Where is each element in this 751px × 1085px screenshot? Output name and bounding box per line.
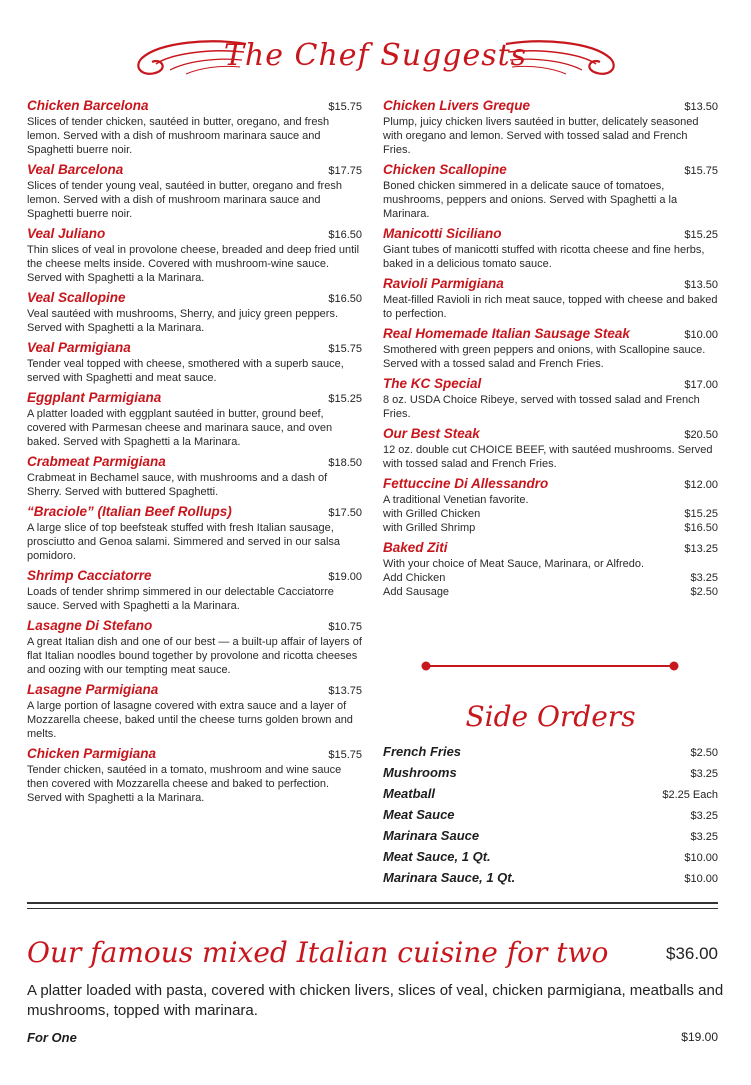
menu-item-price: $15.75 [328, 343, 362, 355]
divider-rule-thick [27, 902, 718, 904]
menu-item [383, 540, 718, 599]
menu-item-name: The KC Special [383, 376, 482, 391]
option-price: $15.25 [684, 508, 718, 520]
menu-item [27, 568, 362, 613]
side-orders-title: Side Orders [465, 700, 636, 733]
menu-item-header [27, 162, 362, 179]
menu-item [27, 618, 362, 677]
menu-item-header [27, 454, 362, 471]
menu-item-price: $15.25 [684, 229, 718, 241]
menu-item-name: Real Homemade Italian Sausage Steak [383, 326, 630, 341]
menu-item-description: A large slice of top beefsteak stuffed with fresh Italian sausage, prosciutto and Genoa salami. Simmered and served in our salsa pomidoro. [27, 522, 341, 562]
menu-item-description: 8 oz. USDA Choice Ribeye, served with tossed salad and French Fries. [383, 394, 700, 420]
menu-item-header [27, 98, 362, 115]
menu-item-price: $13.50 [684, 279, 718, 291]
option-price: $2.50 [690, 586, 718, 598]
menu-item [27, 290, 362, 335]
menu-item-name: “Braciole” (Italian Beef Rollups) [27, 504, 232, 519]
menu-item-price: $13.50 [684, 101, 718, 113]
side-orders-list [383, 744, 718, 891]
menu-item-option [383, 521, 718, 535]
menu-item-price: $13.75 [328, 685, 362, 697]
menu-item-header [383, 98, 718, 115]
menu-item-header [383, 376, 718, 393]
section-divider [420, 660, 680, 672]
menu-item-name: Fettuccine Di Allessandro [383, 476, 549, 491]
menu-item-option [383, 585, 718, 599]
menu-item-price: $17.75 [328, 165, 362, 177]
menu-item-header [27, 746, 362, 763]
menu-item-price: $10.75 [328, 621, 362, 633]
side-order-price: $10.00 [684, 852, 718, 864]
menu-item-header [27, 390, 362, 407]
menu-item-description: Tender veal topped with cheese, smothered with a superb sauce, served with Spaghetti and meat sauce. [27, 358, 344, 384]
option-price: $3.25 [690, 572, 718, 584]
side-order-name: Meatball [383, 786, 436, 801]
menu-item [27, 746, 362, 805]
side-order-name: French Fries [383, 744, 462, 759]
for-one-label: For One [27, 1030, 77, 1045]
menu-item [383, 426, 718, 471]
page-header [0, 30, 751, 90]
menu-item-price: $15.25 [328, 393, 362, 405]
menu-item-name: Chicken Parmigiana [27, 746, 157, 761]
menu-item-description: Slices of tender chicken, sautéed in butter, oregano, and fresh lemon. Served with a dish of mushroom marinara sauce and Spaghetti buerre noir. [27, 116, 330, 156]
menu-item-description: A platter loaded with eggplant sautéed in butter, ground beef, covered with Parmesan cheese and marinara sauce, and oven baked. Served with Spaghetti a la Marinara. [27, 408, 333, 448]
menu-item-name: Baked Ziti [383, 540, 448, 555]
menu-item-description: With your choice of Meat Sauce, Marinara, or Alfredo. [383, 558, 645, 570]
option-label: Add Sausage [383, 586, 450, 598]
menu-item-price: $16.50 [328, 293, 362, 305]
menu-item [383, 162, 718, 221]
left-menu-column [27, 98, 362, 810]
menu-item [27, 504, 362, 563]
menu-item-description: Tender chicken, sautéed in a tomato, mushroom and wine sauce then covered with Mozzarella cheese and baked to perfection. Served with Spaghetti a la Marinara. [27, 764, 342, 804]
menu-item-name: Crabmeat Parmigiana [27, 454, 166, 469]
side-order-price: $2.25 Each [662, 789, 718, 801]
side-order-item [383, 807, 718, 828]
menu-item [27, 454, 362, 499]
menu-item-header [27, 290, 362, 307]
menu-item-price: $12.00 [684, 479, 718, 491]
menu-item [383, 326, 718, 371]
menu-item-header [383, 326, 718, 343]
menu-item [383, 376, 718, 421]
side-order-item [383, 765, 718, 786]
menu-item-option [383, 571, 718, 585]
side-order-item [383, 849, 718, 870]
feature-title: Our famous mixed Italian cuisine for two [27, 936, 609, 969]
option-price: $16.50 [684, 522, 718, 534]
menu-item-header [383, 476, 718, 493]
option-label: with Grilled Shrimp [383, 522, 476, 534]
feature-description: A platter loaded with pasta, covered with chicken livers, slices of veal, chicken parmigiana, meatballs and mushrooms, topped with marinara. [27, 982, 724, 1019]
menu-item-description: Veal sautéed with mushrooms, Sherry, and juicy green peppers. Served with Spaghetti a la Marinara. [27, 308, 339, 334]
menu-item-price: $17.50 [328, 507, 362, 519]
menu-item-description: 12 oz. double cut CHOICE BEEF, with sautéed mushrooms. Served with tossed salad and French Fries. [383, 444, 713, 470]
menu-item-description: A traditional Venetian favorite. [383, 494, 529, 506]
side-order-item [383, 744, 718, 765]
menu-item-name: Veal Parmigiana [27, 340, 131, 355]
page-title: The Chef Suggests [223, 38, 528, 73]
menu-item [27, 682, 362, 741]
menu-item-description: Thin slices of veal in provolone cheese, breaded and deep fried until the cheese melts inside. Covered with mushroom-wine sauce. Served with Spaghetti a la Marinara. [27, 244, 360, 284]
side-order-price: $3.25 [690, 831, 718, 843]
menu-item-price: $15.75 [328, 749, 362, 761]
menu-item-header [27, 618, 362, 635]
menu-item-name: Lasagne Di Stefano [27, 618, 153, 633]
menu-item-header [27, 226, 362, 243]
menu-item-description: Loads of tender shrimp simmered in our delectable Cacciatorre sauce. Served with Spaghetti a la Marinara. [27, 586, 334, 612]
menu-item-price: $18.50 [328, 457, 362, 469]
menu-item-header [383, 226, 718, 243]
divider-rule-thin [27, 908, 718, 909]
option-label: Add Chicken [383, 572, 446, 584]
right-menu-column [383, 98, 718, 604]
menu-item-description: A large portion of lasagne covered with extra sauce and a layer of Mozzarella cheese, baked until the cheese turns golden brown and melts. [27, 700, 353, 740]
menu-item-header [27, 340, 362, 357]
menu-item-header [383, 540, 718, 557]
menu-item-description: A great Italian dish and one of our best — a built-up affair of layers of flat Italian noodles bound together by provolone and ricotta cheeses and oozing with our tempting meat sauce. [27, 636, 362, 676]
menu-item-description: Plump, juicy chicken livers sautéed in butter, delicately seasoned with oregano and lemon. Served with tossed salad and French Fries. [383, 116, 699, 156]
menu-item-header [383, 162, 718, 179]
menu-item-header [383, 426, 718, 443]
side-order-name: Meat Sauce [383, 807, 455, 822]
menu-item-description: Slices of tender young veal, sautéed in butter, oregano and fresh lemon. Served with a dish of mushroom marinara sauce and Spaghetti buerre noir. [27, 180, 342, 220]
menu-item-header [27, 568, 362, 585]
menu-item-header [27, 504, 362, 521]
menu-item-header [383, 276, 718, 293]
side-order-item [383, 870, 718, 891]
menu-item-name: Lasagne Parmigiana [27, 682, 159, 697]
for-one-price: $19.00 [681, 1030, 718, 1044]
option-label: with Grilled Chicken [383, 508, 481, 520]
menu-item-price: $13.25 [684, 543, 718, 555]
side-order-price: $3.25 [690, 768, 718, 780]
menu-item [383, 226, 718, 271]
side-order-price: $10.00 [684, 873, 718, 885]
menu-item-price: $15.75 [328, 101, 362, 113]
menu-item [27, 390, 362, 449]
menu-item-name: Veal Scallopine [27, 290, 126, 305]
menu-item [27, 340, 362, 385]
for-one-row [27, 1030, 718, 1045]
menu-item-header [27, 682, 362, 699]
menu-item-name: Manicotti Siciliano [383, 226, 502, 241]
side-order-name: Marinara Sauce, 1 Qt. [383, 870, 516, 885]
menu-item-name: Eggplant Parmigiana [27, 390, 162, 405]
menu-item-description: Giant tubes of manicotti stuffed with ricotta cheese and fine herbs, baked in a delicious tomato sauce. [383, 244, 705, 270]
menu-item-name: Chicken Barcelona [27, 98, 149, 113]
menu-item-description: Crabmeat in Bechamel sauce, with mushrooms and a dash of Sherry. Served with buttered Spaghetti. [27, 472, 328, 498]
menu-item-name: Chicken Scallopine [383, 162, 507, 177]
menu-item-name: Chicken Livers Greque [383, 98, 531, 113]
menu-item-description: Smothered with green peppers and onions, with Scallopine sauce. Served with a tossed salad and French Fries. [383, 344, 706, 370]
side-order-name: Meat Sauce, 1 Qt. [383, 849, 491, 864]
menu-item-price: $17.00 [684, 379, 718, 391]
menu-item-price: $20.50 [684, 429, 718, 441]
menu-item-name: Shrimp Cacciatorre [27, 568, 152, 583]
menu-item-price: $10.00 [684, 329, 718, 341]
menu-item-description: Boned chicken simmered in a delicate sauce of tomatoes, mushrooms, peppers and onions. Served with Spaghetti a la Marinara. [383, 180, 678, 220]
right-swirl-ornament-icon [502, 36, 622, 82]
side-order-price: $3.25 [690, 810, 718, 822]
menu-item-option [383, 507, 718, 521]
feature-price: $36.00 [666, 944, 718, 963]
menu-item-price: $19.00 [328, 571, 362, 583]
menu-item [383, 98, 718, 157]
side-order-item [383, 828, 718, 849]
side-order-name: Mushrooms [383, 765, 457, 780]
side-order-item [383, 786, 718, 807]
menu-item-name: Our Best Steak [383, 426, 480, 441]
menu-item-description: Meat-filled Ravioli in rich meat sauce, topped with cheese and baked to perfection. [383, 294, 718, 320]
menu-item-name: Veal Juliano [27, 226, 106, 241]
side-order-price: $2.50 [690, 747, 718, 759]
menu-item [383, 276, 718, 321]
menu-item-price: $16.50 [328, 229, 362, 241]
menu-item-name: Ravioli Parmigiana [383, 276, 504, 291]
menu-item [383, 476, 718, 535]
menu-item-name: Veal Barcelona [27, 162, 124, 177]
side-order-name: Marinara Sauce [383, 828, 480, 843]
menu-item-price: $15.75 [684, 165, 718, 177]
menu-item [27, 98, 362, 157]
menu-item [27, 226, 362, 285]
menu-item [27, 162, 362, 221]
